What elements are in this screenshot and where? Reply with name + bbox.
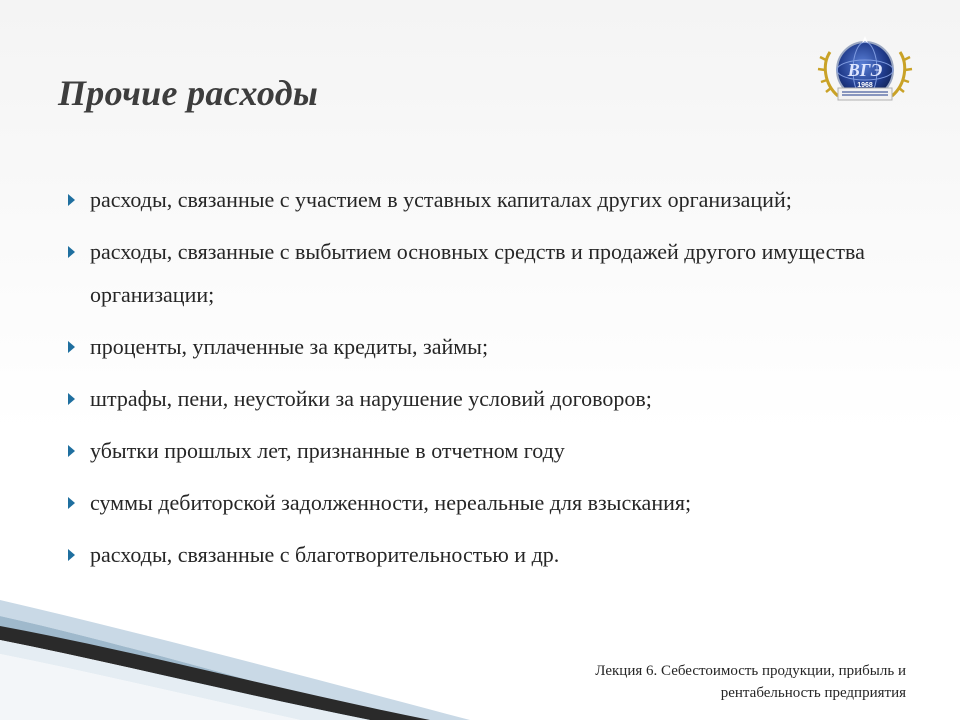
list-item (66, 429, 916, 472)
bullet-text: штрафы, пени, неустойки за нарушение условий договоров; (90, 386, 652, 411)
footer-line-1: Лекция 6. Себестоимость продукции, прибыль и (595, 663, 906, 679)
bullet-text: расходы, связанные с выбытием основных средств и продажей другого имущества организации; (90, 239, 865, 307)
bullet-text: убытки прошлых лет, признанные в отчетном году (90, 438, 565, 463)
bullet-text: суммы дебиторской задолженности, нереальные для взыскания; (90, 490, 692, 515)
list-item (66, 230, 916, 316)
bullet-arrow-icon (68, 246, 75, 258)
logo-emblem-icon (816, 30, 914, 108)
list-item (66, 325, 916, 368)
bullet-text: расходы, связанные с участием в уставных капиталах других организаций; (90, 187, 792, 212)
bullet-list (66, 178, 916, 585)
bullet-arrow-icon (68, 497, 75, 509)
list-item (66, 481, 916, 524)
list-item (66, 533, 916, 576)
bullet-arrow-icon (68, 393, 75, 405)
logo-year: 1968 (857, 82, 873, 89)
footer-line-2: рентабельность предприятия (720, 685, 906, 701)
university-logo (816, 30, 914, 108)
bullet-text: проценты, уплаченные за кредиты, займы; (90, 334, 489, 359)
bullet-arrow-icon (68, 445, 75, 457)
slide-footer (595, 660, 906, 704)
bullet-arrow-icon (68, 194, 75, 206)
bullet-text: расходы, связанные с благотворительностью и др. (90, 542, 560, 567)
list-item (66, 178, 916, 221)
list-item (66, 377, 916, 420)
slide-title: Прочие расходы (58, 73, 319, 113)
bullet-arrow-icon (68, 549, 75, 561)
svg-text:ВГЭ: ВГЭ (847, 60, 883, 80)
bullet-arrow-icon (68, 341, 75, 353)
